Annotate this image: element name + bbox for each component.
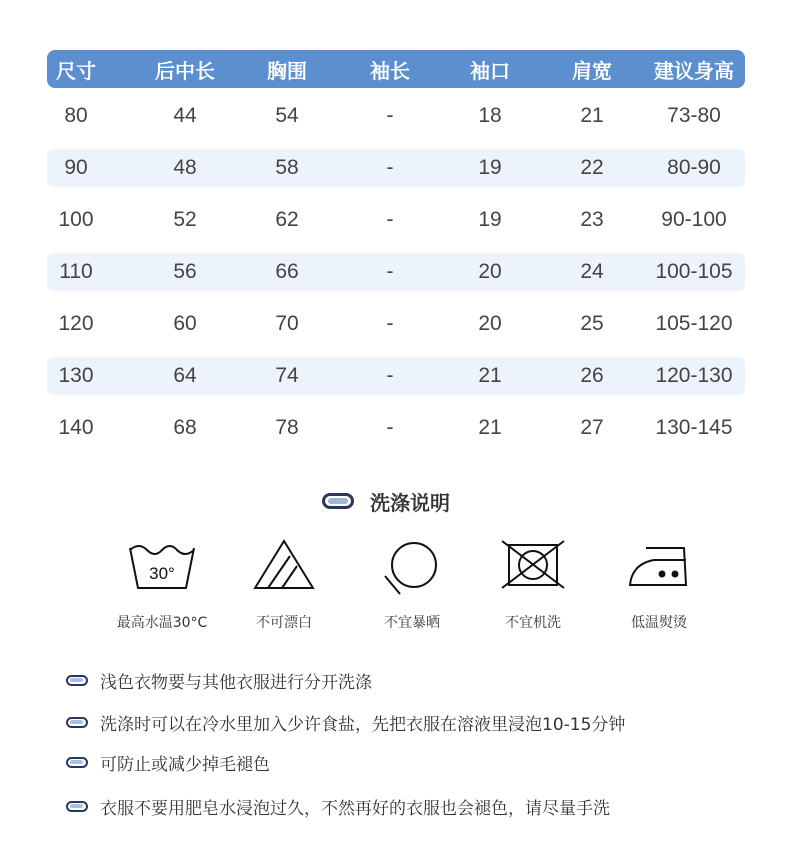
note-text: 可防止或减少掉毛褪色 — [100, 755, 270, 775]
care-label: 低温熨烫 — [631, 615, 687, 631]
table-row — [47, 357, 745, 395]
table-cell: 110 — [59, 260, 93, 283]
table-cell: 74 — [275, 364, 299, 387]
table-cell: 25 — [580, 312, 604, 335]
table-header-cell: 袖口 — [470, 58, 510, 83]
note-text: 洗涤时可以在冷水里加入少许食盐，先把衣服在溶液里浸泡10-15分钟 — [100, 715, 626, 735]
table-cell: 21 — [478, 416, 502, 439]
wash-instructions-title — [322, 486, 450, 516]
table-cell: 66 — [275, 260, 299, 283]
table-cell: 90 — [64, 156, 88, 179]
wash-30c-icon — [127, 538, 197, 590]
care-label: 不宜暴晒 — [384, 615, 440, 631]
note-text: 浅色衣物要与其他衣服进行分开洗涤 — [100, 673, 372, 693]
table-cell: 23 — [580, 208, 604, 231]
table-row — [47, 97, 745, 135]
care-item-iron — [604, 538, 714, 632]
table-cell: - — [386, 156, 394, 179]
do-not-bleach-icon — [249, 538, 319, 590]
table-row — [47, 253, 745, 291]
care-item-bleach — [229, 538, 339, 632]
table-header-cell: 袖长 — [370, 58, 410, 83]
care-item-wash — [107, 538, 217, 632]
table-cell: 56 — [173, 260, 197, 283]
table-header-cell: 尺寸 — [56, 58, 96, 83]
table-header-cell: 肩宽 — [572, 58, 612, 83]
table-cell: 22 — [580, 156, 604, 179]
table-cell: 78 — [275, 416, 299, 439]
care-label: 不宜机洗 — [505, 615, 561, 631]
bullet-icon — [66, 801, 88, 812]
table-cell: - — [386, 312, 394, 335]
table-cell: 19 — [478, 156, 502, 179]
table-cell: 64 — [173, 364, 197, 387]
table-cell: 70 — [275, 312, 299, 335]
table-cell: 27 — [580, 416, 604, 439]
care-item-sun — [357, 538, 467, 632]
note-item — [66, 668, 372, 693]
table-cell: 120 — [58, 312, 94, 335]
table-cell: 21 — [580, 104, 604, 127]
table-cell: 100 — [58, 208, 94, 231]
note-item — [66, 750, 270, 775]
table-cell: 100-105 — [655, 260, 733, 283]
table-cell: 52 — [173, 208, 197, 231]
table-header — [47, 50, 745, 88]
table-cell: 105-120 — [655, 312, 733, 335]
bullet-icon — [66, 717, 88, 728]
care-label: 不可漂白 — [256, 615, 312, 631]
bullet-icon — [66, 675, 88, 686]
table-header-cell: 胸围 — [267, 58, 307, 83]
table-cell: 80 — [64, 104, 88, 127]
table-cell: 21 — [478, 364, 502, 387]
table-cell: 20 — [478, 260, 502, 283]
care-icons — [0, 538, 790, 648]
table-row — [47, 149, 745, 187]
table-cell: 58 — [275, 156, 299, 179]
table-cell: 60 — [173, 312, 197, 335]
table-row — [47, 409, 745, 447]
table-cell: 68 — [173, 416, 197, 439]
table-cell: 130 — [58, 364, 94, 387]
table-cell: 44 — [173, 104, 197, 127]
note-item — [66, 710, 625, 735]
note-item — [66, 794, 610, 819]
table-row — [47, 201, 745, 239]
table-header-cell: 建议身高 — [654, 58, 734, 83]
table-cell: 140 — [58, 416, 94, 439]
table-cell: - — [386, 208, 394, 231]
svg-text:30°: 30° — [149, 564, 175, 583]
pill-icon — [322, 493, 354, 509]
table-cell: 62 — [275, 208, 299, 231]
table-cell: 80-90 — [667, 156, 721, 179]
table-cell: 24 — [580, 260, 604, 283]
table-cell: 19 — [478, 208, 502, 231]
low-iron-icon — [624, 538, 694, 590]
table-cell: - — [386, 416, 394, 439]
table-cell: 120-130 — [655, 364, 733, 387]
size-table — [47, 50, 745, 447]
table-row — [47, 305, 745, 343]
wash-title-text: 洗涤说明 — [370, 490, 450, 515]
table-cell: 48 — [173, 156, 197, 179]
table-header-cell: 后中长 — [155, 58, 215, 83]
table-cell: 18 — [478, 104, 502, 127]
table-cell: 73-80 — [667, 104, 721, 127]
bullet-icon — [66, 757, 88, 768]
table-cell: 26 — [580, 364, 604, 387]
table-cell: 90-100 — [661, 208, 727, 231]
no-sun-dry-icon — [377, 538, 447, 598]
table-cell: - — [386, 104, 394, 127]
table-cell: 20 — [478, 312, 502, 335]
table-cell: - — [386, 364, 394, 387]
table-cell: - — [386, 260, 394, 283]
no-tumble-dry-icon — [498, 538, 568, 590]
care-label: 最高水温30°C — [116, 615, 208, 631]
care-item-machine — [478, 538, 588, 632]
table-cell: 130-145 — [655, 416, 733, 439]
note-text: 衣服不要用肥皂水浸泡过久，不然再好的衣服也会褪色，请尽量手洗 — [100, 799, 610, 819]
table-cell: 54 — [275, 104, 299, 127]
